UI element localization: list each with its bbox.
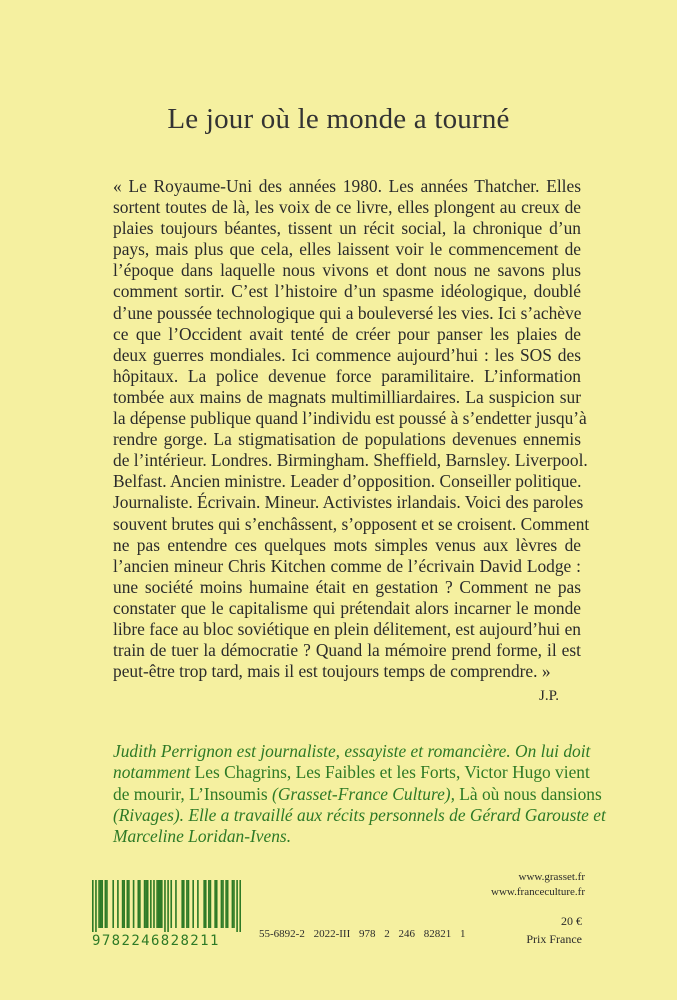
url-franceculture[interactable]: www.franceculture.fr (491, 886, 585, 898)
barcode-bar (150, 880, 152, 928)
blurb-line: « Le Royaume-Uni des années 1980. Les années Thatcher. Elles (113, 176, 581, 196)
barcode-bar (145, 880, 147, 928)
barcode-bar (101, 880, 103, 928)
publisher-urls (491, 870, 585, 900)
barcode-bar (92, 880, 94, 932)
bio-line-3: de mourir, L’Insoumis (Grasset-France Culture), Là où nous dansions (113, 783, 602, 804)
barcode-bar (117, 880, 119, 928)
price-label: Prix France (526, 932, 582, 946)
price-value: 20 € (561, 914, 582, 928)
blurb-line: Belfast. Ancien ministre. Leader d’opposition. Conseiller politique. (113, 471, 582, 492)
blurb-signature: J.P. (539, 688, 560, 704)
blurb-line: une société moins humaine était en gestation ? Comment ne pas (113, 576, 581, 597)
blurb-line: l’époque dans laquelle nous vivons et dont nous ne savons plus (113, 260, 581, 281)
bio-line-4: (Rivages). Elle a travaillé aux récits personnels de Gérard Garouste et (113, 804, 606, 825)
barcode-bar (112, 880, 114, 928)
barcode-bar (175, 880, 177, 928)
barcode-bar (123, 880, 125, 928)
barcode-bar (105, 880, 107, 928)
barcode-bar (127, 880, 129, 928)
barcode-bar (205, 880, 207, 928)
blurb-line: tombée aux mains de magnats multimilliardaires. La suspicion sur (113, 386, 581, 407)
barcode-bar (236, 880, 238, 932)
barcode-bar (98, 880, 100, 928)
barcode-bar (106, 880, 108, 928)
barcode-bar (221, 880, 223, 928)
barcode-bar (183, 880, 185, 928)
bio-line-5: Marceline Loridan-Ivens. (113, 826, 292, 847)
barcode-bar (227, 880, 229, 928)
barcode-bar (128, 880, 130, 928)
ref-code: 55-6892-2 (259, 928, 305, 940)
barcode-bar (188, 880, 190, 928)
blurb-line: comment sortir. C’est l’histoire d’un spasme idéologique, doublé (113, 281, 581, 302)
blurb-line: libre face au bloc soviétique en plein délitement, est aujourd’hui en (113, 618, 581, 639)
blurb-line: d’une poussée technologique qui a bouleversé les vies. Ici s’achève (113, 302, 582, 323)
blurb-line: pays, mais plus que cela, elles laissent voir le commencement de (113, 239, 581, 260)
author-bio (113, 741, 606, 847)
blurb-line: sortent toutes de là, les voix de ce livre, elles plongent au creux de (113, 197, 581, 218)
barcode-bar (239, 880, 241, 932)
isbn-barcode (92, 880, 241, 932)
barcode-bar (208, 880, 210, 928)
blurb-line: hôpitaux. La police devenue force paramilitaire. L’information (113, 365, 581, 386)
barcode-bar (144, 880, 146, 928)
isbn-code: 978 2 246 82821 1 (358, 928, 466, 940)
blurb-line: l’ancien mineur Chris Kitchen comme de l’écrivain David Lodge : (113, 555, 581, 576)
barcode-bar (139, 880, 141, 928)
blurb-line: ne pas entendre ces quelques mots simples venus aux lèvres de (113, 534, 581, 555)
edition-codes (259, 928, 465, 940)
barcode-bar (216, 880, 218, 928)
blurb-line: plaies toujours béantes, tissent un récit social, la chronique d’un (113, 218, 581, 239)
back-cover-blurb (113, 176, 590, 682)
barcode-bar (147, 880, 149, 928)
url-grasset[interactable]: www.grasset.fr (518, 871, 585, 883)
blurb-line: deux guerres mondiales. Ici commence aujourd’hui : les SOS des (113, 344, 581, 365)
barcode-bar (167, 880, 169, 932)
barcode-bar (197, 880, 199, 928)
barcode-bar (158, 880, 160, 928)
bio-line-2: notamment Les Chagrins, Les Faibles et les Forts, Victor Hugo vient (113, 762, 590, 783)
book-title: Le jour où le monde a tourné (167, 103, 510, 135)
barcode-bar (214, 880, 216, 928)
barcode-bar (100, 880, 102, 928)
blurb-line: constater que le capitalisme qui prétendait alors incarner le monde (113, 597, 581, 618)
barcode-bar (186, 880, 188, 928)
edition-code: 2022-III (313, 928, 351, 940)
barcode-bar (203, 880, 205, 928)
barcode-bar (181, 880, 183, 928)
blurb-line: la dépense publique quand l’individu est poussé à s’endetter jusqu’à (113, 408, 587, 429)
barcode-bar (161, 880, 163, 928)
blurb-line: ce que l’Occident avait tenté de créer pour panser les plaies de (113, 323, 581, 344)
barcode-bar (192, 880, 194, 928)
barcode-bar (232, 880, 234, 928)
barcode-bar (133, 880, 135, 928)
blurb-line: Journaliste. Écrivain. Mineur. Activistes irlandais. Voici des paroles (113, 492, 584, 513)
barcode-bar (164, 880, 166, 932)
bio-line-1: Judith Perrignon est journaliste, essayiste et romancière. On lui doit (113, 741, 591, 761)
barcode-bars (92, 880, 241, 932)
barcode-bar (137, 880, 139, 928)
barcode-bar (222, 880, 224, 928)
barcode-bar (233, 880, 235, 928)
barcode-digits: 9782246828211 (92, 933, 220, 949)
barcode-bar (95, 880, 97, 932)
price-block (526, 912, 582, 948)
barcode-bar (170, 880, 172, 928)
blurb-line: train de tuer la démocratie ? Quand la mémoire prend forme, il est (113, 640, 581, 661)
barcode-bar (122, 880, 124, 928)
barcode-bar (159, 880, 161, 928)
barcode-bar (153, 880, 155, 928)
barcode-bar (156, 880, 158, 928)
blurb-line: rendre gorge. La stigmatisation de populations devenues ennemis (113, 429, 581, 450)
blurb-line: souvent brutes qui s’enchâssent, s’opposent et se croisent. Comment (113, 513, 590, 534)
barcode-bar (225, 880, 227, 928)
blurb-line: de l’intérieur. Londres. Birmingham. Sheffield, Barnsley. Liverpool. (113, 450, 588, 471)
barcode-bar (210, 880, 212, 928)
blurb-line: peut-être trop tard, mais il est toujours temps de comprendre. » (113, 661, 551, 682)
